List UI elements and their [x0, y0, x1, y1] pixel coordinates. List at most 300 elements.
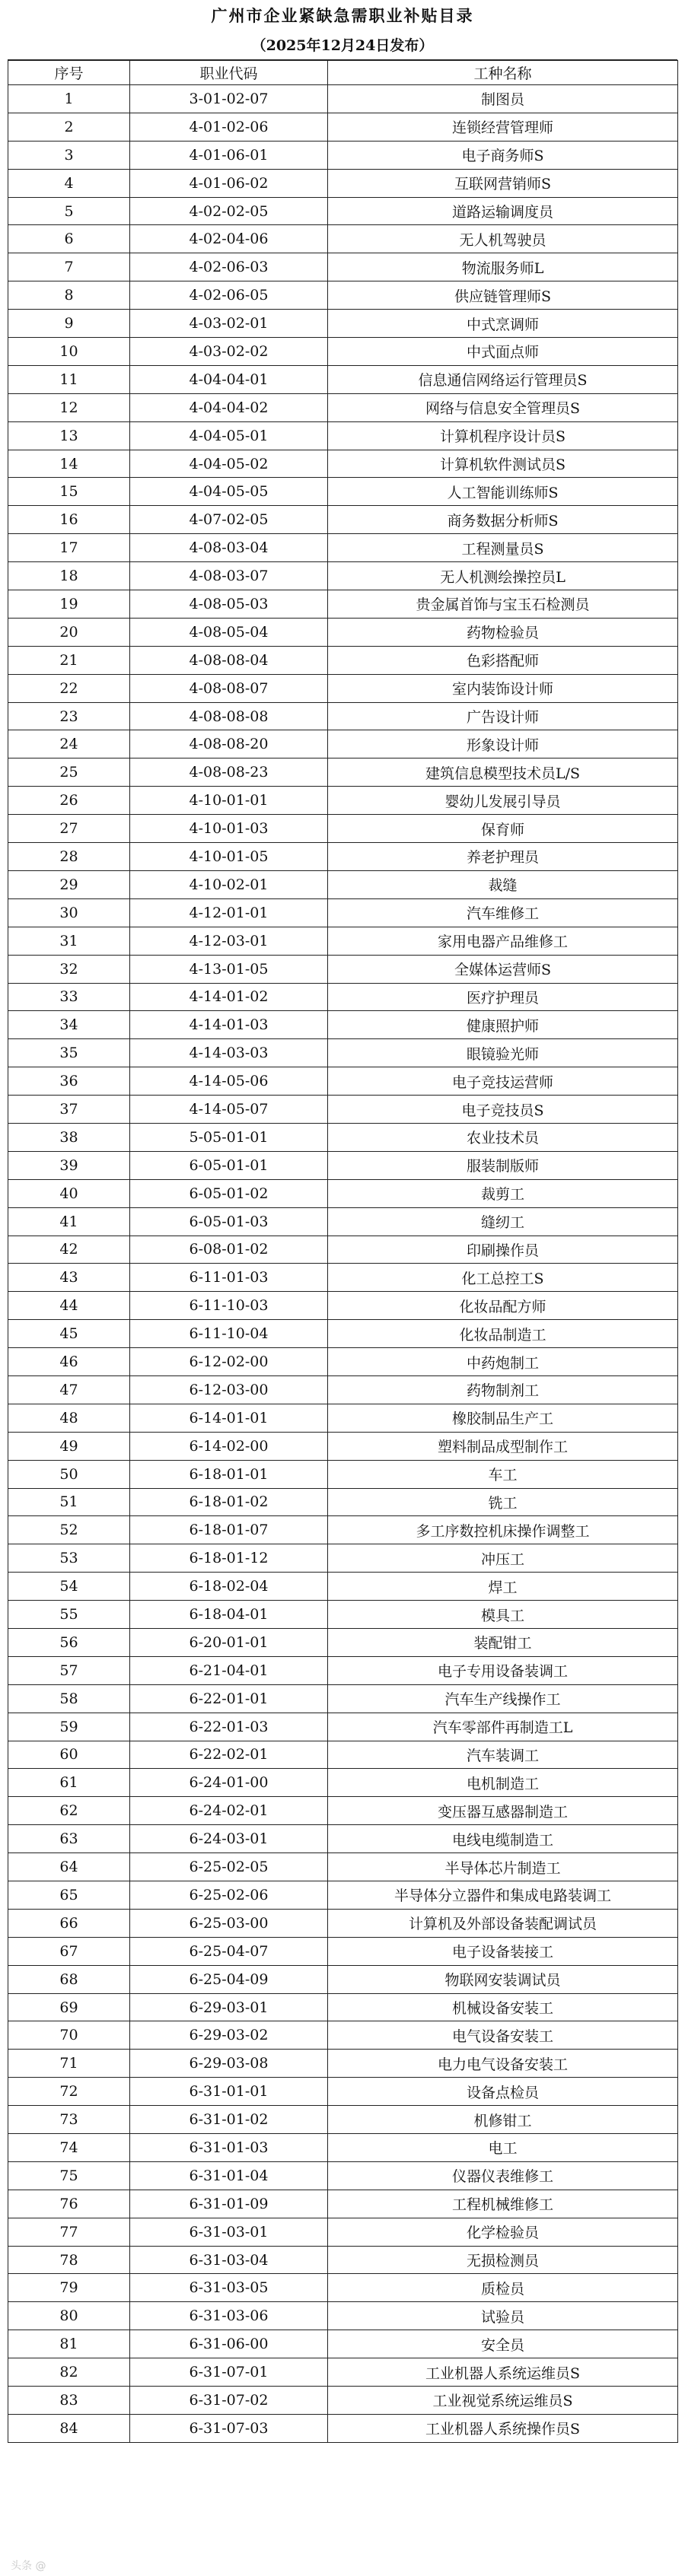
- cell-code: 6-31-01-04: [130, 2161, 328, 2190]
- cell-job-name: 机修钳工: [328, 2106, 678, 2134]
- cell-code: 6-31-03-06: [130, 2302, 328, 2330]
- table-row: [8, 141, 678, 169]
- cell-index: 78: [8, 2246, 130, 2274]
- cell-job-name: 电机制造工: [328, 1769, 678, 1797]
- cell-index: 12: [8, 393, 130, 421]
- cell-index: 57: [8, 1656, 130, 1684]
- cell-index: 63: [8, 1825, 130, 1853]
- table-row: [8, 1573, 678, 1601]
- cell-job-name: 电子设备装接工: [328, 1937, 678, 1965]
- table-row: [8, 1881, 678, 1910]
- table-row: [8, 1432, 678, 1460]
- cell-code: 6-11-10-04: [130, 1320, 328, 1348]
- table-row: [8, 1656, 678, 1684]
- cell-index: 1: [8, 85, 130, 113]
- table-row: [8, 2106, 678, 2134]
- cell-index: 60: [8, 1741, 130, 1769]
- table-row: [8, 2021, 678, 2050]
- cell-code: 6-18-01-12: [130, 1544, 328, 1573]
- cell-job-name: 眼镜验光师: [328, 1039, 678, 1067]
- column-header-index: 序号: [8, 61, 130, 85]
- cell-index: 69: [8, 1993, 130, 2021]
- cell-job-name: 安全员: [328, 2330, 678, 2358]
- table-body: [8, 85, 678, 2443]
- cell-code: 6-31-01-02: [130, 2106, 328, 2134]
- table-row: [8, 1601, 678, 1629]
- cell-job-name: 印刷操作员: [328, 1236, 678, 1264]
- cell-job-name: 建筑信息模型技术员L/S: [328, 758, 678, 787]
- cell-index: 35: [8, 1039, 130, 1067]
- cell-code: 4-04-05-05: [130, 478, 328, 506]
- cell-code: 4-14-01-02: [130, 983, 328, 1011]
- cell-job-name: 健康照护师: [328, 1011, 678, 1039]
- table-row: [8, 113, 678, 141]
- cell-job-name: 医疗护理员: [328, 983, 678, 1011]
- table-row: [8, 2161, 678, 2190]
- cell-index: 6: [8, 225, 130, 253]
- cell-index: 56: [8, 1628, 130, 1656]
- cell-job-name: 铣工: [328, 1488, 678, 1516]
- table-row: [8, 450, 678, 478]
- cell-index: 20: [8, 618, 130, 646]
- cell-index: 70: [8, 2021, 130, 2050]
- cell-job-name: 人工智能训练师S: [328, 478, 678, 506]
- cell-job-name: 裁缝: [328, 870, 678, 898]
- cell-code: 6-25-02-06: [130, 1881, 328, 1910]
- table-row: [8, 365, 678, 393]
- cell-index: 44: [8, 1292, 130, 1320]
- cell-code: 4-01-06-01: [130, 141, 328, 169]
- cell-job-name: 半导体分立器件和集成电路装调工: [328, 1881, 678, 1910]
- table-row: [8, 1741, 678, 1769]
- cell-job-name: 计算机及外部设备装配调试员: [328, 1909, 678, 1937]
- cell-index: 66: [8, 1909, 130, 1937]
- cell-index: 5: [8, 197, 130, 225]
- cell-index: 9: [8, 310, 130, 338]
- cell-index: 10: [8, 338, 130, 366]
- table-row: [8, 1292, 678, 1320]
- table-row: [8, 310, 678, 338]
- cell-job-name: 室内装饰设计师: [328, 674, 678, 702]
- table-row: [8, 590, 678, 619]
- table-row: [8, 815, 678, 843]
- cell-code: 6-24-01-00: [130, 1769, 328, 1797]
- cell-index: 79: [8, 2274, 130, 2302]
- cell-code: 6-12-02-00: [130, 1348, 328, 1376]
- cell-job-name: 供应链管理师S: [328, 281, 678, 310]
- table-row: [8, 169, 678, 197]
- cell-job-name: 贵金属首饰与宝玉石检测员: [328, 590, 678, 619]
- table-row: [8, 2358, 678, 2387]
- cell-index: 72: [8, 2078, 130, 2106]
- cell-code: 4-10-01-03: [130, 815, 328, 843]
- cell-code: 3-01-02-07: [130, 85, 328, 113]
- cell-job-name: 电子商务师S: [328, 141, 678, 169]
- cell-code: 4-12-01-01: [130, 898, 328, 927]
- watermark-text: 头条 @: [11, 2560, 46, 2572]
- cell-index: 81: [8, 2330, 130, 2358]
- table-header: [8, 61, 678, 85]
- cell-job-name: 橡胶制品生产工: [328, 1404, 678, 1432]
- table-row: [8, 1853, 678, 1881]
- table-row: [8, 2302, 678, 2330]
- cell-job-name: 家用电器产品维修工: [328, 927, 678, 955]
- cell-job-name: 电气设备安装工: [328, 2021, 678, 2050]
- cell-code: 6-31-07-01: [130, 2358, 328, 2387]
- cell-code: 4-10-01-05: [130, 843, 328, 871]
- cell-job-name: 质检员: [328, 2274, 678, 2302]
- cell-code: 6-22-02-01: [130, 1741, 328, 1769]
- cell-job-name: 电力电气设备安装工: [328, 2050, 678, 2078]
- cell-code: 6-25-02-05: [130, 1853, 328, 1881]
- cell-code: 4-08-05-04: [130, 618, 328, 646]
- cell-job-name: 变压器互感器制造工: [328, 1797, 678, 1825]
- cell-job-name: 试验员: [328, 2302, 678, 2330]
- table-row: [8, 506, 678, 534]
- table-row: [8, 1993, 678, 2021]
- table-row: [8, 1151, 678, 1179]
- cell-index: 2: [8, 113, 130, 141]
- cell-index: 23: [8, 702, 130, 730]
- cell-job-name: 塑料制品成型制作工: [328, 1432, 678, 1460]
- cell-index: 15: [8, 478, 130, 506]
- cell-index: 25: [8, 758, 130, 787]
- table-row: [8, 1460, 678, 1488]
- table-row: [8, 1965, 678, 1993]
- cell-job-name: 车工: [328, 1460, 678, 1488]
- cell-index: 31: [8, 927, 130, 955]
- cell-job-name: 连锁经营管理师: [328, 113, 678, 141]
- cell-job-name: 半导体芯片制造工: [328, 1853, 678, 1881]
- cell-index: 51: [8, 1488, 130, 1516]
- cell-code: 6-31-03-01: [130, 2218, 328, 2246]
- cell-index: 11: [8, 365, 130, 393]
- cell-job-name: 缝纫工: [328, 1207, 678, 1236]
- cell-index: 33: [8, 983, 130, 1011]
- cell-job-name: 汽车生产线操作工: [328, 1684, 678, 1713]
- cell-code: 4-04-04-01: [130, 365, 328, 393]
- cell-index: 14: [8, 450, 130, 478]
- table-row: [8, 1011, 678, 1039]
- cell-code: 6-05-01-03: [130, 1207, 328, 1236]
- cell-index: 26: [8, 787, 130, 815]
- cell-index: 73: [8, 2106, 130, 2134]
- cell-index: 59: [8, 1713, 130, 1741]
- table-row: [8, 1123, 678, 1151]
- cell-job-name: 计算机软件测试员S: [328, 450, 678, 478]
- cell-code: 4-08-03-07: [130, 562, 328, 590]
- cell-code: 6-31-01-03: [130, 2134, 328, 2162]
- cell-code: 4-04-05-01: [130, 421, 328, 450]
- cell-code: 6-24-03-01: [130, 1825, 328, 1853]
- cell-job-name: 网络与信息安全管理员S: [328, 393, 678, 421]
- cell-job-name: 化妆品制造工: [328, 1320, 678, 1348]
- table-row: [8, 1348, 678, 1376]
- cell-index: 83: [8, 2387, 130, 2415]
- cell-job-name: 设备点检员: [328, 2078, 678, 2106]
- table-row: [8, 983, 678, 1011]
- cell-job-name: 计算机程序设计员S: [328, 421, 678, 450]
- cell-job-name: 形象设计师: [328, 730, 678, 758]
- cell-code: 4-14-05-07: [130, 1096, 328, 1124]
- cell-job-name: 电子竞技员S: [328, 1096, 678, 1124]
- table-row: [8, 1684, 678, 1713]
- cell-index: 65: [8, 1881, 130, 1910]
- cell-index: 58: [8, 1684, 130, 1713]
- cell-code: 6-29-03-02: [130, 2021, 328, 2050]
- cell-code: 6-14-01-01: [130, 1404, 328, 1432]
- table-row: [8, 870, 678, 898]
- table-row: [8, 1067, 678, 1096]
- table-row: [8, 1096, 678, 1124]
- table-row: [8, 1264, 678, 1292]
- table-row: [8, 2414, 678, 2442]
- cell-job-name: 药物制剂工: [328, 1375, 678, 1404]
- table-row: [8, 1207, 678, 1236]
- cell-index: 46: [8, 1348, 130, 1376]
- cell-index: 68: [8, 1965, 130, 1993]
- cell-code: 6-31-07-03: [130, 2414, 328, 2442]
- cell-index: 67: [8, 1937, 130, 1965]
- table-row: [8, 1628, 678, 1656]
- cell-code: 6-18-04-01: [130, 1601, 328, 1629]
- cell-job-name: 中药炮制工: [328, 1348, 678, 1376]
- cell-code: 6-29-03-01: [130, 1993, 328, 2021]
- cell-code: 4-04-05-02: [130, 450, 328, 478]
- cell-index: 36: [8, 1067, 130, 1096]
- cell-code: 4-08-03-04: [130, 534, 328, 562]
- cell-code: 4-02-06-03: [130, 253, 328, 281]
- cell-index: 40: [8, 1179, 130, 1207]
- cell-index: 7: [8, 253, 130, 281]
- cell-code: 4-07-02-05: [130, 506, 328, 534]
- cell-job-name: 服装制版师: [328, 1151, 678, 1179]
- table-row: [8, 1544, 678, 1573]
- cell-code: 4-08-08-20: [130, 730, 328, 758]
- cell-code: 6-25-04-07: [130, 1937, 328, 1965]
- cell-index: 62: [8, 1797, 130, 1825]
- cell-index: 76: [8, 2190, 130, 2218]
- table-row: [8, 758, 678, 787]
- table-row: [8, 281, 678, 310]
- cell-job-name: 电子专用设备装调工: [328, 1656, 678, 1684]
- table-row: [8, 2050, 678, 2078]
- cell-index: 53: [8, 1544, 130, 1573]
- cell-code: 4-12-03-01: [130, 927, 328, 955]
- cell-index: 34: [8, 1011, 130, 1039]
- cell-code: 6-11-10-03: [130, 1292, 328, 1320]
- cell-job-name: 化妆品配方师: [328, 1292, 678, 1320]
- cell-job-name: 商务数据分析师S: [328, 506, 678, 534]
- table-row: [8, 1320, 678, 1348]
- occupation-table: [8, 60, 678, 2443]
- cell-code: 4-10-02-01: [130, 870, 328, 898]
- cell-index: 17: [8, 534, 130, 562]
- cell-job-name: 冲压工: [328, 1544, 678, 1573]
- cell-job-name: 婴幼儿发展引导员: [328, 787, 678, 815]
- cell-code: 6-14-02-00: [130, 1432, 328, 1460]
- cell-index: 8: [8, 281, 130, 310]
- table-row: [8, 1713, 678, 1741]
- table-row: [8, 1404, 678, 1432]
- cell-code: 6-22-01-01: [130, 1684, 328, 1713]
- table-row: [8, 1179, 678, 1207]
- cell-index: 45: [8, 1320, 130, 1348]
- table-row: [8, 955, 678, 983]
- cell-job-name: 裁剪工: [328, 1179, 678, 1207]
- table-row: [8, 2246, 678, 2274]
- cell-code: 6-31-01-09: [130, 2190, 328, 2218]
- cell-job-name: 工业机器人系统操作员S: [328, 2414, 678, 2442]
- table-row: [8, 1797, 678, 1825]
- cell-index: 54: [8, 1573, 130, 1601]
- table-row: [8, 1909, 678, 1937]
- cell-job-name: 制图员: [328, 85, 678, 113]
- table-row: [8, 1488, 678, 1516]
- cell-code: 6-18-02-04: [130, 1573, 328, 1601]
- cell-index: 29: [8, 870, 130, 898]
- table-row: [8, 730, 678, 758]
- cell-code: 4-02-06-05: [130, 281, 328, 310]
- cell-code: 4-03-02-01: [130, 310, 328, 338]
- cell-index: 55: [8, 1601, 130, 1629]
- cell-code: 4-14-01-03: [130, 1011, 328, 1039]
- table-row: [8, 2190, 678, 2218]
- cell-job-name: 电子竞技运营师: [328, 1067, 678, 1096]
- cell-code: 4-08-08-08: [130, 702, 328, 730]
- cell-code: 4-08-08-07: [130, 674, 328, 702]
- cell-index: 50: [8, 1460, 130, 1488]
- cell-index: 24: [8, 730, 130, 758]
- cell-code: 4-08-05-03: [130, 590, 328, 619]
- cell-index: 13: [8, 421, 130, 450]
- cell-code: 6-25-03-00: [130, 1909, 328, 1937]
- cell-code: 4-01-02-06: [130, 113, 328, 141]
- cell-job-name: 多工序数控机床操作调整工: [328, 1516, 678, 1544]
- cell-index: 28: [8, 843, 130, 871]
- cell-job-name: 中式面点师: [328, 338, 678, 366]
- cell-job-name: 无人机驾驶员: [328, 225, 678, 253]
- column-header-code: 职业代码: [130, 61, 328, 85]
- cell-code: 4-13-01-05: [130, 955, 328, 983]
- cell-code: 4-02-04-06: [130, 225, 328, 253]
- cell-index: 22: [8, 674, 130, 702]
- cell-job-name: 焊工: [328, 1573, 678, 1601]
- table-row: [8, 1039, 678, 1067]
- cell-index: 39: [8, 1151, 130, 1179]
- table-row: [8, 421, 678, 450]
- cell-index: 30: [8, 898, 130, 927]
- header-row: [8, 61, 678, 85]
- cell-job-name: 物联网安装调试员: [328, 1965, 678, 1993]
- cell-job-name: 广告设计师: [328, 702, 678, 730]
- table-row: [8, 225, 678, 253]
- cell-job-name: 互联网营销师S: [328, 169, 678, 197]
- cell-index: 32: [8, 955, 130, 983]
- cell-job-name: 无损检测员: [328, 2246, 678, 2274]
- cell-index: 77: [8, 2218, 130, 2246]
- cell-code: 6-31-07-02: [130, 2387, 328, 2415]
- cell-code: 4-10-01-01: [130, 787, 328, 815]
- cell-job-name: 色彩搭配师: [328, 646, 678, 674]
- cell-code: 6-25-04-09: [130, 1965, 328, 1993]
- table-row: [8, 702, 678, 730]
- cell-code: 6-31-03-04: [130, 2246, 328, 2274]
- table-row: [8, 1769, 678, 1797]
- cell-code: 6-31-03-05: [130, 2274, 328, 2302]
- cell-index: 80: [8, 2302, 130, 2330]
- cell-job-name: 化学检验员: [328, 2218, 678, 2246]
- cell-index: 71: [8, 2050, 130, 2078]
- table-row: [8, 2078, 678, 2106]
- cell-index: 41: [8, 1207, 130, 1236]
- cell-code: 6-20-01-01: [130, 1628, 328, 1656]
- cell-index: 64: [8, 1853, 130, 1881]
- cell-job-name: 物流服务师L: [328, 253, 678, 281]
- cell-index: 4: [8, 169, 130, 197]
- cell-code: 5-05-01-01: [130, 1123, 328, 1151]
- cell-job-name: 农业技术员: [328, 1123, 678, 1151]
- cell-job-name: 装配钳工: [328, 1628, 678, 1656]
- cell-job-name: 工业机器人系统运维员S: [328, 2358, 678, 2387]
- cell-index: 75: [8, 2161, 130, 2190]
- cell-code: 6-12-03-00: [130, 1375, 328, 1404]
- table-row: [8, 1825, 678, 1853]
- cell-job-name: 工业视觉系统运维员S: [328, 2387, 678, 2415]
- cell-index: 43: [8, 1264, 130, 1292]
- cell-code: 4-03-02-02: [130, 338, 328, 366]
- cell-index: 82: [8, 2358, 130, 2387]
- cell-job-name: 信息通信网络运行管理员S: [328, 365, 678, 393]
- cell-job-name: 养老护理员: [328, 843, 678, 871]
- cell-code: 4-04-04-02: [130, 393, 328, 421]
- cell-code: 6-05-01-01: [130, 1151, 328, 1179]
- table-row: [8, 1516, 678, 1544]
- cell-job-name: 道路运输调度员: [328, 197, 678, 225]
- table-row: [8, 2274, 678, 2302]
- cell-code: 4-08-08-23: [130, 758, 328, 787]
- cell-code: 6-08-01-02: [130, 1236, 328, 1264]
- table-row: [8, 2134, 678, 2162]
- table-row: [8, 197, 678, 225]
- cell-job-name: 仪器仪表维修工: [328, 2161, 678, 2190]
- cell-job-name: 模具工: [328, 1601, 678, 1629]
- document-sheet: [8, 0, 677, 2443]
- cell-index: 37: [8, 1096, 130, 1124]
- cell-job-name: 化工总控工S: [328, 1264, 678, 1292]
- cell-code: 6-05-01-02: [130, 1179, 328, 1207]
- cell-code: 6-18-01-01: [130, 1460, 328, 1488]
- cell-job-name: 保育师: [328, 815, 678, 843]
- cell-index: 42: [8, 1236, 130, 1264]
- cell-job-name: 工程测量员S: [328, 534, 678, 562]
- cell-job-name: 汽车装调工: [328, 1741, 678, 1769]
- table-row: [8, 534, 678, 562]
- table-row: [8, 2387, 678, 2415]
- table-row: [8, 2218, 678, 2246]
- table-row: [8, 646, 678, 674]
- cell-job-name: 汽车零部件再制造工L: [328, 1713, 678, 1741]
- table-row: [8, 2330, 678, 2358]
- cell-code: 6-11-01-03: [130, 1264, 328, 1292]
- cell-job-name: 无人机测绘操控员L: [328, 562, 678, 590]
- cell-job-name: 汽车维修工: [328, 898, 678, 927]
- cell-code: 6-24-02-01: [130, 1797, 328, 1825]
- cell-job-name: 工程机械维修工: [328, 2190, 678, 2218]
- cell-job-name: 电线电缆制造工: [328, 1825, 678, 1853]
- cell-index: 74: [8, 2134, 130, 2162]
- cell-index: 48: [8, 1404, 130, 1432]
